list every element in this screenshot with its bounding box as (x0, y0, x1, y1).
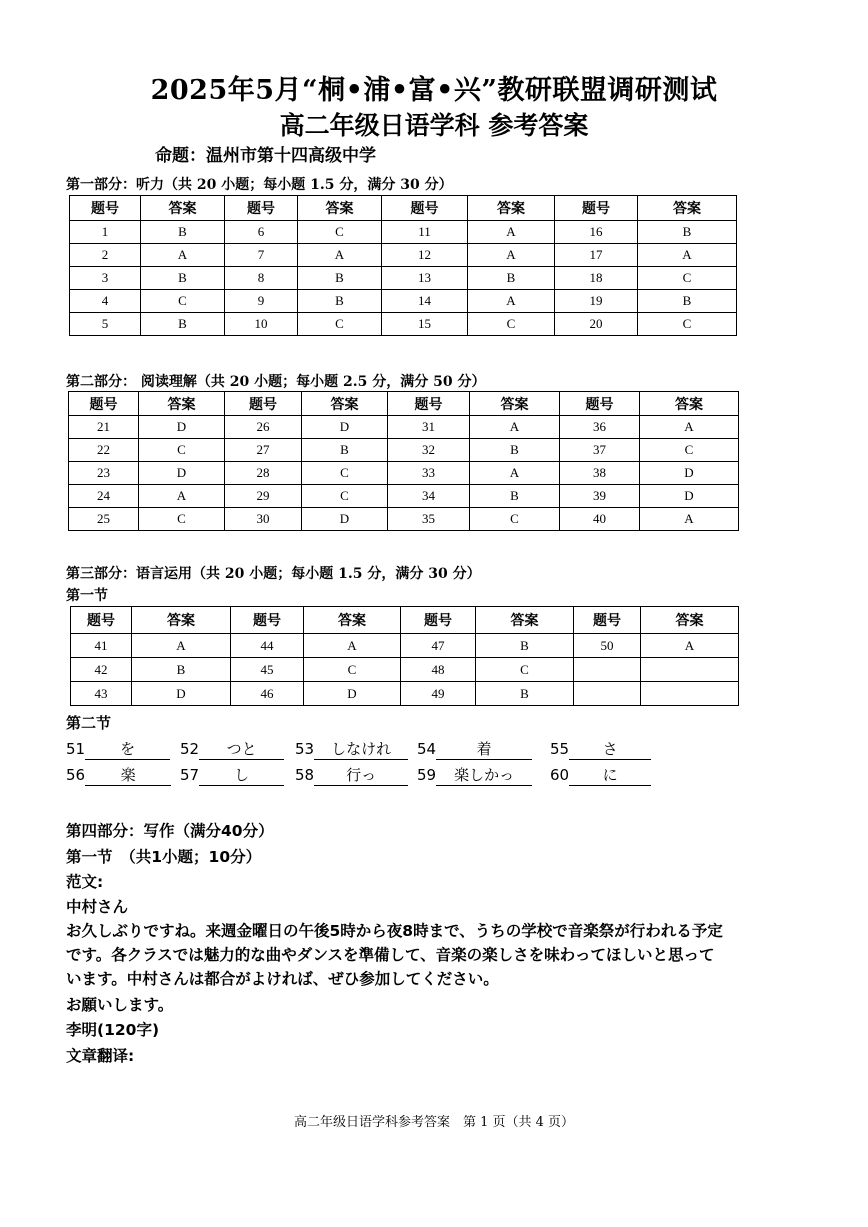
part3-heading: 第三部分：语言运用（共 20 小题；每小题 1.5 分，满分 30 分） (66, 566, 481, 582)
header-cell: 题号 (382, 196, 468, 221)
cell: C (139, 508, 225, 531)
page-subtitle: 高二年级日语学科 参考答案 (279, 111, 589, 140)
cell: C (298, 221, 382, 244)
part3-answer-table (70, 606, 739, 706)
cell: 6 (225, 221, 298, 244)
sample-label: 范文: (66, 873, 104, 891)
cell: 5 (70, 313, 141, 336)
cell: C (638, 313, 737, 336)
cell: 25 (69, 508, 139, 531)
cell: 42 (71, 658, 132, 682)
cell: 49 (401, 682, 476, 706)
cell: D (132, 682, 231, 706)
cell: B (470, 485, 560, 508)
cell: 41 (71, 634, 132, 658)
table-row (70, 313, 737, 336)
table-header-row (70, 196, 737, 221)
cell: 43 (71, 682, 132, 706)
cell: A (141, 244, 225, 267)
answer-blank: 楽 (85, 764, 171, 786)
cell: 48 (401, 658, 476, 682)
cell: 16 (555, 221, 638, 244)
fill-blank-item (295, 764, 408, 786)
header-cell: 题号 (574, 607, 641, 634)
part4-heading: 第四部分：写作（满分40分） (66, 822, 274, 840)
table-row (70, 290, 737, 313)
question-number: 59 (417, 766, 437, 784)
part3-section1-heading: 第一节 (66, 588, 108, 604)
table-row (69, 485, 739, 508)
question-number: 52 (180, 740, 200, 758)
cell: 10 (225, 313, 298, 336)
cell: A (470, 416, 560, 439)
essay-line: います。中村さんは都合がよければ、ぜひ参加してください。 (66, 970, 499, 988)
cell: C (302, 462, 388, 485)
answer-blank: し (199, 764, 284, 786)
cell: B (638, 290, 737, 313)
table-row (70, 221, 737, 244)
cell: 22 (69, 439, 139, 462)
cell: 8 (225, 267, 298, 290)
fill-blank-row-2 (66, 764, 766, 788)
cell: D (640, 462, 739, 485)
cell: 36 (560, 416, 640, 439)
header-cell: 答案 (476, 607, 574, 634)
question-number: 60 (550, 766, 570, 784)
cell: 34 (388, 485, 470, 508)
cell: B (141, 221, 225, 244)
cell: 45 (231, 658, 304, 682)
cell: D (640, 485, 739, 508)
cell: 29 (225, 485, 302, 508)
cell: 7 (225, 244, 298, 267)
cell: 1 (70, 221, 141, 244)
answer-blank: に (569, 764, 651, 786)
fill-blank-item (550, 764, 651, 786)
header-cell: 题号 (231, 607, 304, 634)
cell: 50 (574, 634, 641, 658)
page-footer: 高二年级日语学科参考答案 第 1 页（共 4 页） (293, 1115, 575, 1130)
table-row (70, 244, 737, 267)
cell: B (141, 267, 225, 290)
header-cell: 题号 (225, 196, 298, 221)
cell: A (640, 416, 739, 439)
cell: C (141, 290, 225, 313)
cell (574, 658, 641, 682)
header-cell: 题号 (555, 196, 638, 221)
cell: 19 (555, 290, 638, 313)
cell (641, 658, 739, 682)
header-cell: 答案 (141, 196, 225, 221)
table-row (69, 416, 739, 439)
cell: A (641, 634, 739, 658)
cell: A (132, 634, 231, 658)
cell: 15 (382, 313, 468, 336)
cell: 27 (225, 439, 302, 462)
cell: 18 (555, 267, 638, 290)
cell: C (476, 658, 574, 682)
cell: D (302, 416, 388, 439)
author-line: 命题：温州市第十四高级中学 (155, 146, 376, 166)
question-number: 53 (295, 740, 315, 758)
header-cell: 题号 (401, 607, 476, 634)
answer-blank: さ (569, 738, 651, 760)
part2-heading: 第二部分： 阅读理解（共 20 小题；每小题 2.5 分，满分 50 分） (66, 374, 486, 390)
fill-blank-item (295, 738, 408, 760)
header-cell: 题号 (71, 607, 132, 634)
table-row (69, 508, 739, 531)
cell: 46 (231, 682, 304, 706)
question-number: 56 (66, 766, 86, 784)
cell: 12 (382, 244, 468, 267)
fill-blank-item (417, 738, 532, 760)
cell: 23 (69, 462, 139, 485)
cell: 37 (560, 439, 640, 462)
cell: A (638, 244, 737, 267)
cell: 35 (388, 508, 470, 531)
cell: 39 (560, 485, 640, 508)
cell: A (139, 485, 225, 508)
question-number: 54 (417, 740, 437, 758)
table-header-row (71, 607, 739, 634)
cell: B (468, 267, 555, 290)
cell: 38 (560, 462, 640, 485)
header-cell: 题号 (225, 392, 302, 416)
answer-blank: 着 (436, 738, 532, 760)
cell: A (468, 290, 555, 313)
table-row (71, 634, 739, 658)
answer-blank: を (85, 738, 170, 760)
cell: 47 (401, 634, 476, 658)
cell: B (141, 313, 225, 336)
cell: 17 (555, 244, 638, 267)
cell: 2 (70, 244, 141, 267)
translation-label: 文章翻译: (66, 1047, 135, 1065)
cell: 13 (382, 267, 468, 290)
table-row (69, 462, 739, 485)
cell: 4 (70, 290, 141, 313)
cell (641, 682, 739, 706)
answer-blank: しなけれ (314, 738, 408, 760)
question-number: 55 (550, 740, 570, 758)
cell: B (470, 439, 560, 462)
cell: A (468, 244, 555, 267)
cell: C (302, 485, 388, 508)
table-row (70, 267, 737, 290)
cell: D (139, 462, 225, 485)
question-number: 51 (66, 740, 86, 758)
cell: 31 (388, 416, 470, 439)
cell: B (476, 634, 574, 658)
cell: 20 (555, 313, 638, 336)
cell: 32 (388, 439, 470, 462)
cell: C (304, 658, 401, 682)
essay-salutation: 中村さん (66, 898, 129, 916)
header-cell: 答案 (139, 392, 225, 416)
cell: C (470, 508, 560, 531)
cell: B (132, 658, 231, 682)
fill-blank-item (66, 738, 170, 760)
cell: 21 (69, 416, 139, 439)
cell: A (640, 508, 739, 531)
fill-blank-item (550, 738, 651, 760)
table-row (71, 658, 739, 682)
fill-blank-item (417, 764, 532, 786)
answer-blank: 行っ (314, 764, 408, 786)
header-cell: 答案 (638, 196, 737, 221)
cell: A (468, 221, 555, 244)
cell: 30 (225, 508, 302, 531)
page-title: 2025年5月“桐•浦•富•兴”教研联盟调研测试 (150, 75, 718, 106)
header-cell: 答案 (132, 607, 231, 634)
part1-heading: 第一部分：听力（共 20 小题；每小题 1.5 分，满分 30 分） (66, 177, 453, 193)
cell: 9 (225, 290, 298, 313)
table-row (71, 682, 739, 706)
header-cell: 题号 (560, 392, 640, 416)
part1-answer-table (69, 195, 737, 336)
header-cell: 答案 (640, 392, 739, 416)
essay-body (66, 919, 806, 991)
answer-blank: 楽しかっ (436, 764, 532, 786)
table-row (69, 439, 739, 462)
cell: A (470, 462, 560, 485)
table-header-row (69, 392, 739, 416)
answer-blank: つと (199, 738, 284, 760)
part3-section2-heading: 第二节 (66, 714, 112, 732)
cell: C (640, 439, 739, 462)
fill-blank-item (180, 764, 284, 786)
cell: D (304, 682, 401, 706)
header-cell: 答案 (302, 392, 388, 416)
part4-section1-heading: 第一节 （共1小题；10分） (66, 848, 262, 866)
question-number: 58 (295, 766, 315, 784)
fill-blank-item (180, 738, 284, 760)
cell: 28 (225, 462, 302, 485)
cell: C (468, 313, 555, 336)
header-cell: 答案 (470, 392, 560, 416)
fill-blank-row-1 (66, 738, 766, 762)
cell: D (139, 416, 225, 439)
cell: A (298, 244, 382, 267)
part2-answer-table (68, 391, 739, 531)
header-cell: 题号 (69, 392, 139, 416)
cell: 14 (382, 290, 468, 313)
cell: C (139, 439, 225, 462)
essay-closing: お願いします。 (66, 996, 174, 1014)
cell (574, 682, 641, 706)
cell: B (298, 267, 382, 290)
cell: B (298, 290, 382, 313)
cell: 3 (70, 267, 141, 290)
cell: A (304, 634, 401, 658)
cell: B (638, 221, 737, 244)
fill-blank-item (66, 764, 171, 786)
essay-line: お久しぶりですね。来週金曜日の午後5時から夜8時まで、うちの学校で音楽祭が行われる予定 (66, 922, 723, 940)
cell: D (302, 508, 388, 531)
cell: B (476, 682, 574, 706)
cell: 44 (231, 634, 304, 658)
cell: 33 (388, 462, 470, 485)
header-cell: 题号 (70, 196, 141, 221)
header-cell: 答案 (468, 196, 555, 221)
header-cell: 答案 (641, 607, 739, 634)
cell: 11 (382, 221, 468, 244)
cell: 40 (560, 508, 640, 531)
cell: C (638, 267, 737, 290)
essay-signature: 李明(120字) (66, 1021, 160, 1039)
header-cell: 答案 (298, 196, 382, 221)
cell: 24 (69, 485, 139, 508)
header-cell: 答案 (304, 607, 401, 634)
cell: C (298, 313, 382, 336)
header-cell: 题号 (388, 392, 470, 416)
cell: B (302, 439, 388, 462)
cell: 26 (225, 416, 302, 439)
question-number: 57 (180, 766, 200, 784)
essay-line: です。各クラスでは魅力的な曲やダンスを準備して、音楽の楽しさを味わってほしいと思って (66, 946, 715, 964)
